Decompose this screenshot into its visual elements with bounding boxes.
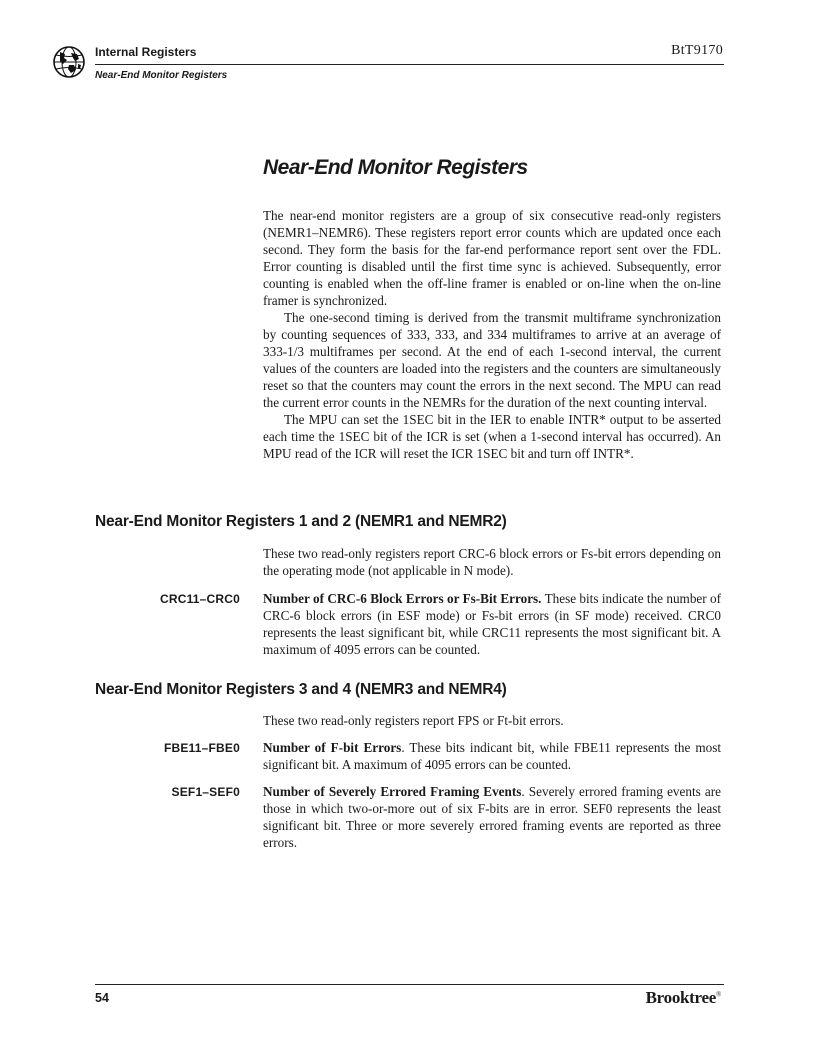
page-number: 54 bbox=[95, 991, 109, 1005]
field-description-crc bbox=[263, 590, 721, 658]
field-label-crc: CRC11–CRC0 bbox=[159, 592, 240, 606]
page-title: Near-End Monitor Registers bbox=[263, 156, 528, 179]
field-description-sef bbox=[263, 783, 721, 851]
header-section-title: Internal Registers bbox=[95, 45, 197, 59]
section-intro-nemr1-nemr2: These two read-only registers report CRC-6 block errors or Fs-bit errors depending on the operating mode (not applicable in N mode). bbox=[263, 546, 721, 578]
field-text: . These bits indicant bit, while FBE11 represents the most significant bit. A maximum of 4095 errors can be counted. bbox=[263, 740, 721, 772]
field-label-fbe: FBE11–FBE0 bbox=[163, 741, 240, 755]
brand-name: Brooktree bbox=[645, 988, 716, 1007]
brand-registered-mark: ® bbox=[715, 990, 721, 999]
footer-rule bbox=[95, 984, 724, 985]
intro-paragraph: The near-end monitor registers are a group of six consecutive read-only registers (NEMR1–NEMR6). These registers report error counts which are updated once each second. They form the basis for the far-end performance report sent over the FDL. Error counting is disabled until the first time sync is achieved. Subsequently, error counting is enabled when the off-line framer is enabled or on-line when the on-line framer is synchronized. bbox=[263, 208, 721, 308]
field-term: Number of CRC-6 Block Errors or Fs-Bit Errors. bbox=[263, 591, 542, 606]
field-term: Number of Severely Errored Framing Events bbox=[263, 784, 522, 799]
field-text: These bits indicate the number of CRC-6 block errors (in ESF mode) or Fs-bit errors (in SF mode) received. CRC0 represents the least significant bit, while CRC11 represents the most significant bit. A maximum of 4095 errors can be counted. bbox=[263, 591, 721, 657]
globe-logo-icon bbox=[52, 45, 86, 79]
header-rule bbox=[95, 64, 724, 65]
section-intro-nemr3-nemr4: These two read-only registers report FPS or Ft-bit errors. bbox=[263, 713, 564, 728]
header-subsection-title: Near-End Monitor Registers bbox=[95, 70, 228, 81]
field-text: . Severely errored framing events are those in which two-or-more out of six F-bits are in error. SEF0 represents the least significant bit. Three or more severely errored framing events are reported as three errors. bbox=[263, 784, 721, 850]
field-description-fbe bbox=[263, 739, 721, 773]
intro-paragraph: The MPU can set the 1SEC bit in the IER to enable INTR* output to be asserted each time the 1SEC bit of the ICR is set (when a 1-second interval has occurred). An MPU read of the ICR will reset the ICR 1SEC bit and turn off INTR*. bbox=[263, 412, 721, 461]
section-heading-nemr3-nemr4: Near-End Monitor Registers 3 and 4 (NEMR3 and NEMR4) bbox=[95, 681, 507, 698]
brand-logo bbox=[646, 988, 721, 1008]
field-term: Number of F-bit Errors bbox=[263, 740, 402, 755]
header-part-number: BtT9170 bbox=[671, 43, 723, 58]
intro-paragraph: The one-second timing is derived from the transmit multiframe synchronization by counting sequences of 333, 333, and 334 multiframes to arrive at an average of 333-1/3 multiframes per second. At the end of each 1-second interval, the current values of the counters are loaded into the registers and the counters are simultaneously reset so that the counters may count the errors in the next second. The MPU can read the current error counts in the NEMRs for the duration of the next counting interval. bbox=[263, 310, 721, 410]
section-heading-nemr1-nemr2: Near-End Monitor Registers 1 and 2 (NEMR1 and NEMR2) bbox=[95, 513, 507, 530]
field-label-sef: SEF1–SEF0 bbox=[171, 785, 240, 799]
intro-text bbox=[263, 207, 721, 462]
